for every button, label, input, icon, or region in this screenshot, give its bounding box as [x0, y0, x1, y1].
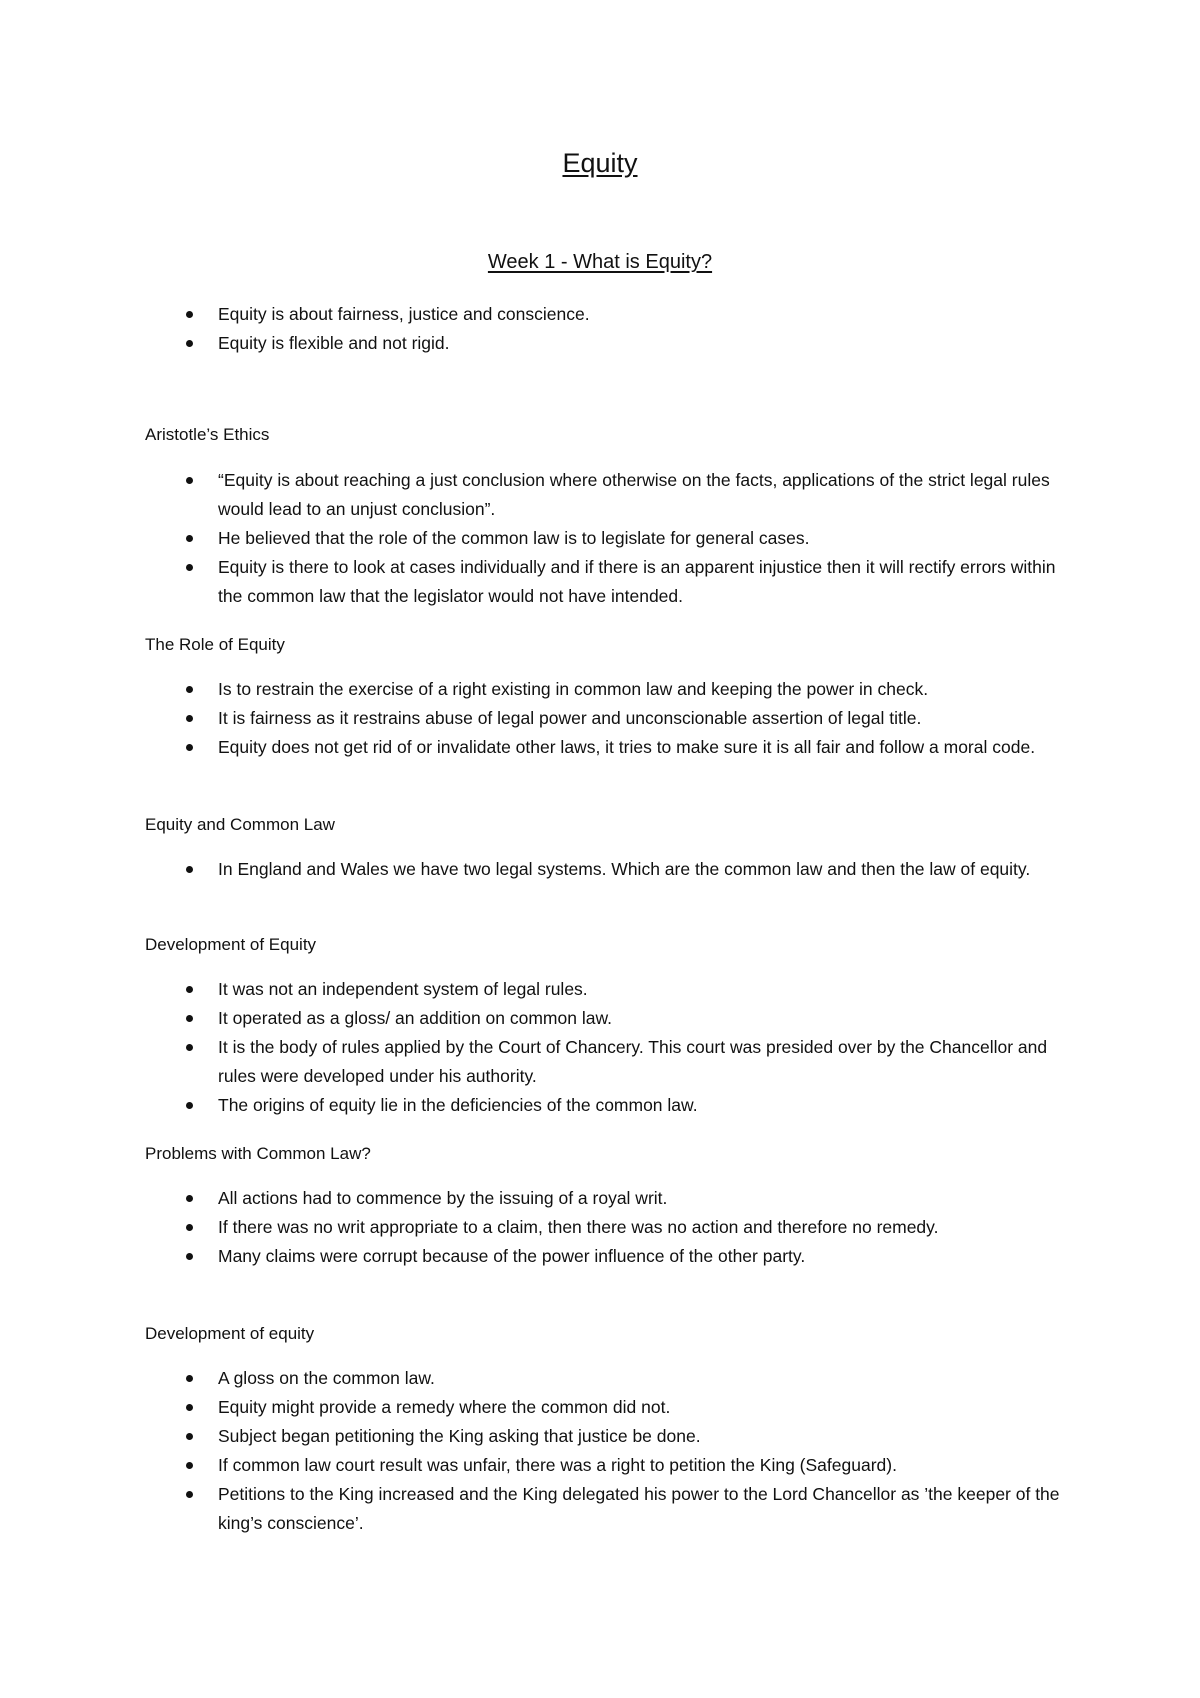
list-item-text: The origins of equity lie in the deficiencies of the common law.: [218, 1095, 698, 1115]
list-item-text: A gloss on the common law.: [218, 1368, 435, 1388]
bullet-list: [145, 675, 1065, 762]
list-item: [145, 704, 1065, 733]
list-item: [145, 1184, 1065, 1213]
bullet-icon: [186, 866, 193, 873]
list-item-text: It operated as a gloss/ an addition on common law.: [218, 1008, 612, 1028]
list-item: [145, 553, 1065, 611]
section-heading: Development of equity: [145, 1324, 315, 1343]
section-problems-with-common-law: [145, 1184, 1065, 1271]
list-item-text: “Equity is about reaching a just conclusion where otherwise on the facts, applications of the strict legal rules would lead to an unjust conclusion”.: [218, 470, 1050, 519]
bullet-list: [145, 1364, 1065, 1538]
list-item: [145, 300, 1065, 329]
list-item-text: It is fairness as it restrains abuse of legal power and unconscionable assertion of legal title.: [218, 708, 922, 728]
section-equity-and-common-law: [145, 855, 1065, 884]
list-item: [145, 1091, 1065, 1120]
list-item: [145, 1213, 1065, 1242]
bullet-icon: [186, 1015, 193, 1022]
list-item-text: If there was no writ appropriate to a claim, then there was no action and therefore no remedy.: [218, 1217, 939, 1237]
list-item-text: It was not an independent system of legal rules.: [218, 979, 588, 999]
section-heading-block: [145, 634, 1065, 656]
list-item-text: In England and Wales we have two legal systems. Which are the common law and then the law of equity.: [218, 859, 1031, 879]
bullet-icon: [186, 1044, 193, 1051]
section-heading: Development of Equity: [145, 935, 317, 954]
intro-bullet-list: [145, 300, 1065, 358]
list-item: [145, 675, 1065, 704]
bullet-icon: [186, 535, 193, 542]
bullet-icon: [186, 744, 193, 751]
list-item-text: Equity is about fairness, justice and conscience.: [218, 304, 590, 324]
list-item-text: Equity does not get rid of or invalidate other laws, it tries to make sure it is all fair and follow a moral code.: [218, 737, 1036, 757]
list-item: [145, 1364, 1065, 1393]
list-item-text: He believed that the role of the common law is to legislate for general cases.: [218, 528, 810, 548]
section-heading-block: [145, 1143, 1065, 1165]
section-heading-block: [145, 1323, 1065, 1345]
bullet-icon: [186, 986, 193, 993]
list-item: [145, 1451, 1065, 1480]
list-item: [145, 975, 1065, 1004]
section-aristotles-ethics: [145, 466, 1065, 611]
section-role-of-equity: [145, 675, 1065, 762]
bullet-icon: [186, 715, 193, 722]
list-item-text: Subject began petitioning the King asking that justice be done.: [218, 1426, 701, 1446]
list-item: [145, 329, 1065, 358]
bullet-icon: [186, 1195, 193, 1202]
section-heading: Equity and Common Law: [145, 815, 335, 834]
list-item-text: It is the body of rules applied by the Court of Chancery. This court was presided over by the Chancellor and rules were developed under his authority.: [218, 1037, 1048, 1086]
list-item: [145, 733, 1065, 762]
section-heading: Problems with Common Law?: [145, 1144, 371, 1163]
section-development-of-equity: [145, 975, 1065, 1120]
list-item: [145, 855, 1065, 884]
list-item-text: Equity might provide a remedy where the common did not.: [218, 1397, 671, 1417]
bullet-icon: [186, 477, 193, 484]
bullet-icon: [186, 340, 193, 347]
bullet-list: [145, 855, 1065, 884]
list-item-text: If common law court result was unfair, there was a right to petition the King (Safeguard).: [218, 1455, 897, 1475]
section-heading-block: [145, 934, 1065, 956]
bullet-icon: [186, 311, 193, 318]
document-subtitle: Week 1 - What is Equity?: [487, 251, 713, 273]
list-item: [145, 1004, 1065, 1033]
list-item: [145, 1242, 1065, 1271]
bullet-icon: [186, 1253, 193, 1260]
section-heading-block: [145, 814, 1065, 836]
bullet-icon: [186, 1102, 193, 1109]
bullet-icon: [186, 1433, 193, 1440]
list-item: [145, 1422, 1065, 1451]
bullet-icon: [186, 1224, 193, 1231]
section-heading: The Role of Equity: [145, 635, 285, 654]
document-title: Equity: [562, 148, 638, 178]
list-item: [145, 1033, 1065, 1091]
list-item: [145, 1393, 1065, 1422]
bullet-icon: [186, 1375, 193, 1382]
intro-block: [145, 300, 1065, 358]
bullet-icon: [186, 1462, 193, 1469]
bullet-icon: [186, 686, 193, 693]
list-item-text: Equity is there to look at cases individually and if there is an apparent injustice then it will rectify errors within the common law that the legislator would not have intended.: [218, 557, 1056, 606]
section-heading-block: [145, 424, 1065, 446]
list-item: [145, 524, 1065, 553]
list-item-text: Many claims were corrupt because of the power influence of the other party.: [218, 1246, 806, 1266]
list-item-text: Is to restrain the exercise of a right existing in common law and keeping the power in check.: [218, 679, 929, 699]
list-item-text: All actions had to commence by the issuing of a royal writ.: [218, 1188, 668, 1208]
bullet-icon: [186, 1491, 193, 1498]
list-item-text: Equity is flexible and not rigid.: [218, 333, 450, 353]
section-heading: Aristotle’s Ethics: [145, 425, 270, 444]
bullet-list: [145, 975, 1065, 1120]
bullet-list: [145, 466, 1065, 611]
list-item: [145, 466, 1065, 524]
list-item-text: Petitions to the King increased and the King delegated his power to the Lord Chancellor as ’the keeper of the king’s conscience’.: [218, 1484, 1060, 1533]
bullet-icon: [186, 1404, 193, 1411]
section-development-of-equity-2: [145, 1364, 1065, 1538]
list-item: [145, 1480, 1065, 1538]
bullet-icon: [186, 564, 193, 571]
bullet-list: [145, 1184, 1065, 1271]
